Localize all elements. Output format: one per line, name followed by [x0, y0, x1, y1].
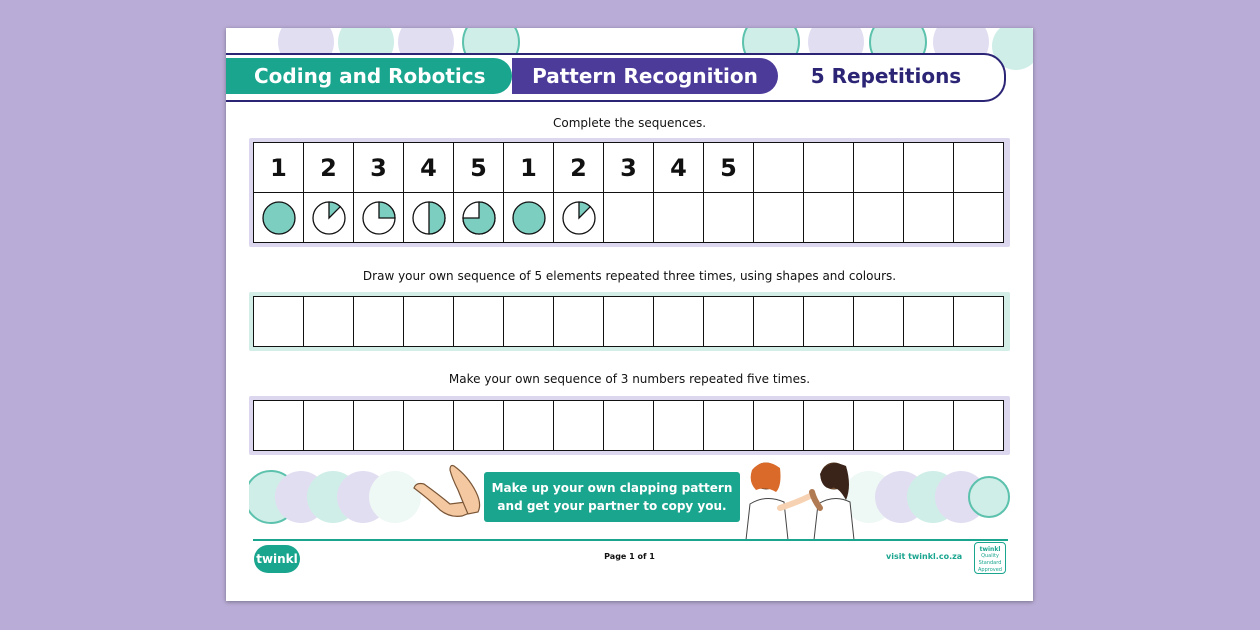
- pie-cell[interactable]: [954, 193, 1004, 243]
- numbers-grid-frame: [249, 396, 1010, 455]
- fraction-circle-icon: [411, 200, 447, 236]
- clapping-line-2: and get your partner to copy you.: [497, 499, 727, 513]
- answer-cell[interactable]: [654, 401, 704, 451]
- subject-label: Coding and Robotics: [226, 56, 514, 96]
- number-cell[interactable]: [904, 143, 954, 193]
- answer-cell[interactable]: [354, 297, 404, 347]
- answer-cell[interactable]: [454, 297, 504, 347]
- number-cell[interactable]: [754, 143, 804, 193]
- answer-cell[interactable]: [804, 297, 854, 347]
- answer-cell[interactable]: [304, 401, 354, 451]
- fraction-circle-icon: [361, 200, 397, 236]
- fraction-wedge: [379, 202, 395, 218]
- pie-cell[interactable]: [904, 193, 954, 243]
- number-cell[interactable]: 3: [354, 143, 404, 193]
- clapping-line-1: Make up your own clapping pattern: [491, 481, 733, 495]
- pie-cell[interactable]: [304, 193, 354, 243]
- answer-cell[interactable]: [854, 297, 904, 347]
- number-cell[interactable]: [854, 143, 904, 193]
- answer-cell[interactable]: [904, 297, 954, 347]
- pie-cell[interactable]: [404, 193, 454, 243]
- number-cell[interactable]: 4: [654, 143, 704, 193]
- clapping-prompt: [484, 472, 740, 522]
- number-cell[interactable]: 2: [554, 143, 604, 193]
- pie-cell[interactable]: [754, 193, 804, 243]
- pie-cell[interactable]: [354, 193, 404, 243]
- pie-cell[interactable]: [704, 193, 754, 243]
- answer-cell[interactable]: [404, 401, 454, 451]
- website-link[interactable]: visit twinkl.co.za: [886, 552, 963, 561]
- number-cell[interactable]: 1: [254, 143, 304, 193]
- answer-cell[interactable]: [454, 401, 504, 451]
- sequence-grid: [253, 142, 1004, 243]
- answer-cell[interactable]: [504, 401, 554, 451]
- fraction-circle-icon: [261, 200, 297, 236]
- page-title: 5 Repetitions: [810, 64, 962, 88]
- answer-cell[interactable]: [254, 401, 304, 451]
- twinkl-logo: twinkl: [254, 545, 300, 573]
- badge-text: Quality Standard Approved: [978, 553, 1002, 573]
- answer-cell[interactable]: [304, 297, 354, 347]
- number-cell[interactable]: [954, 143, 1004, 193]
- instruction-complete: Complete the sequences.: [552, 116, 707, 130]
- answer-cell[interactable]: [854, 401, 904, 451]
- answer-cell[interactable]: [604, 297, 654, 347]
- badge-title: twinkl: [979, 546, 1001, 553]
- number-cell[interactable]: [804, 143, 854, 193]
- answer-cell[interactable]: [804, 401, 854, 451]
- footer-divider: [253, 539, 1008, 541]
- sequence-grid-frame: [249, 138, 1010, 247]
- instruction-numbers: Make your own sequence of 3 numbers repeated five times.: [448, 372, 811, 386]
- number-cell[interactable]: 1: [504, 143, 554, 193]
- answer-cell[interactable]: [754, 401, 804, 451]
- fraction-circle-icon: [311, 200, 347, 236]
- number-cell[interactable]: 3: [604, 143, 654, 193]
- answer-cell[interactable]: [604, 401, 654, 451]
- answer-cell[interactable]: [904, 401, 954, 451]
- fraction-wedge: [429, 202, 445, 234]
- pie-cell[interactable]: [854, 193, 904, 243]
- answer-cell[interactable]: [654, 297, 704, 347]
- topic-label: Pattern Recognition: [512, 56, 780, 96]
- answer-cell[interactable]: [704, 297, 754, 347]
- answer-cell[interactable]: [354, 401, 404, 451]
- pie-cell[interactable]: [254, 193, 304, 243]
- instruction-draw: Draw your own sequence of 5 elements repeated three times, using shapes and colours.: [362, 269, 897, 283]
- answer-cell[interactable]: [554, 401, 604, 451]
- clapping-hands-icon: [410, 458, 490, 528]
- answer-cell[interactable]: [954, 401, 1004, 451]
- fraction-circle-icon: [511, 200, 547, 236]
- fraction-circle-icon: [561, 200, 597, 236]
- fraction-circle-icon: [461, 200, 497, 236]
- page-number: Page 1 of 1: [604, 552, 655, 561]
- answer-cell[interactable]: [554, 297, 604, 347]
- quality-badge: [974, 542, 1006, 574]
- answer-cell[interactable]: [954, 297, 1004, 347]
- worksheet: [226, 28, 1033, 601]
- numbers-grid: [253, 400, 1004, 451]
- pie-cell[interactable]: [554, 193, 604, 243]
- answer-cell[interactable]: [754, 297, 804, 347]
- number-cell[interactable]: 4: [404, 143, 454, 193]
- pie-cell[interactable]: [454, 193, 504, 243]
- answer-cell[interactable]: [504, 297, 554, 347]
- answer-cell[interactable]: [704, 401, 754, 451]
- draw-grid-frame: [249, 292, 1010, 351]
- number-cell[interactable]: 2: [304, 143, 354, 193]
- answer-cell[interactable]: [254, 297, 304, 347]
- number-cell[interactable]: 5: [454, 143, 504, 193]
- pie-cell[interactable]: [804, 193, 854, 243]
- answer-cell[interactable]: [404, 297, 454, 347]
- children-clapping-illustration: [736, 456, 861, 540]
- draw-grid: [253, 296, 1004, 347]
- number-cell[interactable]: 5: [704, 143, 754, 193]
- pie-cell[interactable]: [504, 193, 554, 243]
- pie-cell[interactable]: [604, 193, 654, 243]
- pie-cell[interactable]: [654, 193, 704, 243]
